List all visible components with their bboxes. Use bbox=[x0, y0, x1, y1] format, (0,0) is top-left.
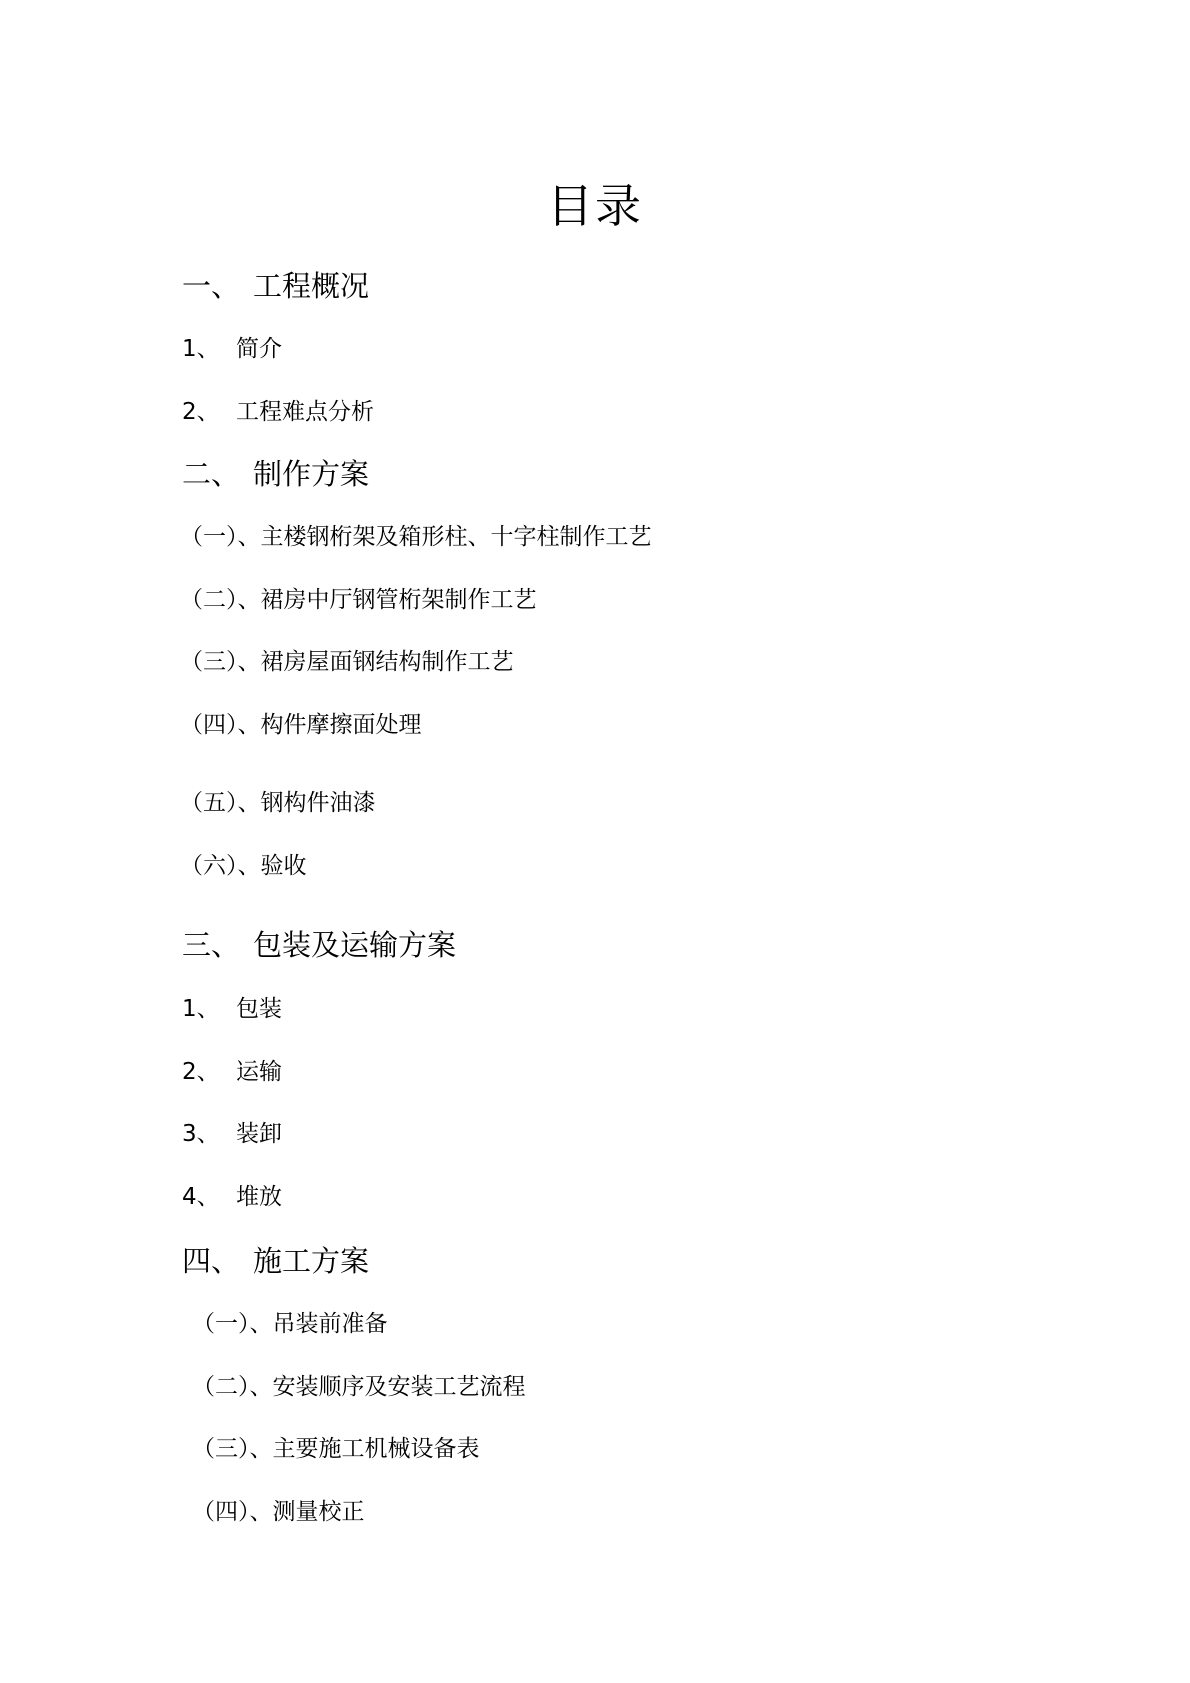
toc-section-4[interactable] bbox=[182, 1243, 369, 1279]
toc-section-2[interactable] bbox=[182, 456, 369, 492]
item-number: 2、 bbox=[182, 399, 220, 425]
section-label: 包装及运输方案 bbox=[253, 928, 457, 962]
toc-item[interactable] bbox=[192, 1434, 480, 1464]
item-label: 构件摩擦面处理 bbox=[260, 712, 422, 738]
item-number: 4、 bbox=[182, 1184, 220, 1210]
item-number: 1、 bbox=[182, 336, 220, 362]
item-number: 3、 bbox=[182, 1121, 220, 1147]
item-label: 工程难点分析 bbox=[236, 399, 374, 425]
item-label: 钢构件油漆 bbox=[260, 790, 376, 816]
item-number: （三）、 bbox=[192, 1436, 273, 1462]
section-label: 制作方案 bbox=[253, 457, 370, 491]
item-label: 主楼钢桁架及箱形柱、十字柱制作工艺 bbox=[260, 524, 652, 550]
toc-item[interactable] bbox=[182, 1119, 282, 1149]
item-number: （一）、 bbox=[180, 524, 261, 550]
toc-section-1[interactable] bbox=[182, 268, 369, 304]
toc-item[interactable] bbox=[180, 522, 652, 552]
item-number: （五）、 bbox=[180, 790, 261, 816]
item-label: 裙房中厅钢管桁架制作工艺 bbox=[260, 587, 537, 613]
toc-item[interactable] bbox=[180, 710, 422, 740]
item-label: 验收 bbox=[260, 853, 307, 879]
item-label: 简介 bbox=[236, 336, 282, 362]
toc-item[interactable] bbox=[192, 1372, 526, 1402]
toc-item[interactable] bbox=[180, 647, 514, 677]
item-label: 裙房屋面钢结构制作工艺 bbox=[260, 649, 514, 675]
toc-item[interactable] bbox=[180, 851, 307, 881]
toc-item[interactable] bbox=[180, 788, 376, 818]
item-number: （一）、 bbox=[192, 1311, 273, 1337]
item-number: （六）、 bbox=[180, 853, 261, 879]
item-number: （四）、 bbox=[180, 712, 261, 738]
item-number: （二）、 bbox=[180, 587, 261, 613]
item-number: （四）、 bbox=[192, 1499, 273, 1525]
item-label: 装卸 bbox=[236, 1121, 282, 1147]
toc-item[interactable] bbox=[182, 1057, 282, 1087]
section-number: 四、 bbox=[182, 1244, 241, 1278]
toc-item[interactable] bbox=[182, 1182, 282, 1212]
item-label: 包装 bbox=[236, 996, 282, 1022]
toc-item[interactable] bbox=[182, 994, 282, 1024]
item-number: 1、 bbox=[182, 996, 220, 1022]
item-number: （三）、 bbox=[180, 649, 261, 675]
section-label: 工程概况 bbox=[253, 269, 370, 303]
toc-item[interactable] bbox=[182, 334, 282, 364]
section-number: 三、 bbox=[182, 928, 241, 962]
item-number: （二）、 bbox=[192, 1374, 273, 1400]
item-label: 安装顺序及安装工艺流程 bbox=[272, 1374, 526, 1400]
item-label: 堆放 bbox=[236, 1184, 282, 1210]
item-number: 2、 bbox=[182, 1059, 220, 1085]
toc-item[interactable] bbox=[192, 1497, 365, 1527]
toc-section-3[interactable] bbox=[182, 927, 456, 963]
section-label: 施工方案 bbox=[253, 1244, 370, 1278]
toc-item[interactable] bbox=[182, 397, 374, 427]
item-label: 测量校正 bbox=[272, 1499, 365, 1525]
toc-item[interactable] bbox=[180, 585, 537, 615]
section-number: 二、 bbox=[182, 457, 241, 491]
section-number: 一、 bbox=[182, 269, 241, 303]
toc-item[interactable] bbox=[192, 1309, 388, 1339]
item-label: 主要施工机械设备表 bbox=[272, 1436, 480, 1462]
page-title: 目录 bbox=[547, 179, 643, 233]
item-label: 运输 bbox=[236, 1059, 282, 1085]
item-label: 吊装前准备 bbox=[272, 1311, 388, 1337]
